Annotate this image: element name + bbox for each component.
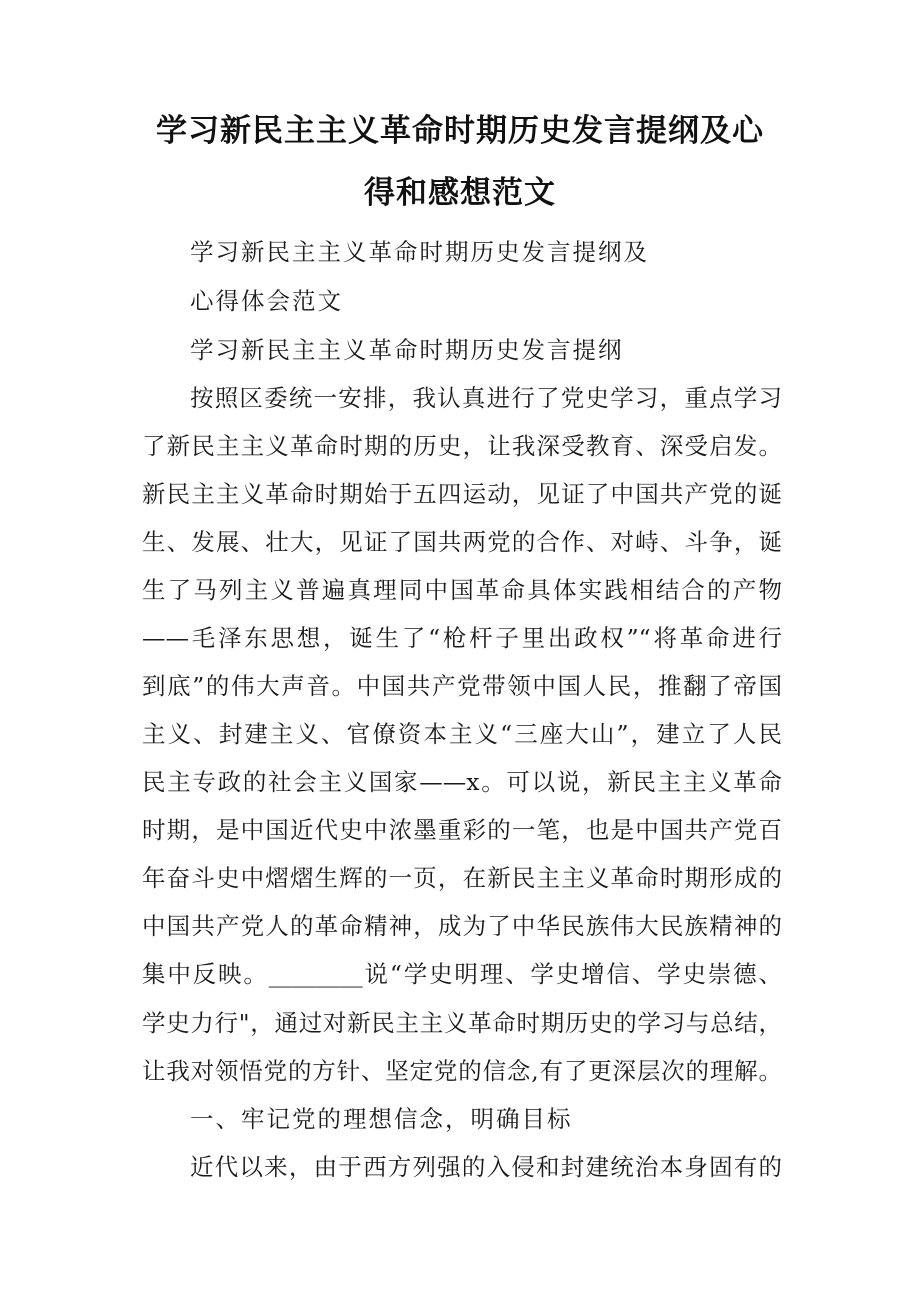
section-heading-1: 一、牢记党的理想信念，明确目标 xyxy=(190,1105,573,1133)
section-heading: 学习新民主主义革命时期历史发言提纲 xyxy=(190,336,624,364)
paragraph-line: 新民主主义革命时期始于五四运动，见证了中国共产党的诞 xyxy=(142,480,782,508)
paragraph-line: 时期，是中国近代史中浓墨重彩的一笔，也是中国共产党百 xyxy=(142,816,782,844)
paragraph-line: 主义、封建主义、官僚资本主义“三座大山”，建立了人民 xyxy=(142,720,782,748)
paragraph-line: 了新民主主义革命时期的历史，让我深受教育、深受启发。 xyxy=(142,432,782,460)
paragraph-line: 学史力行"，通过对新民主主义革命时期历史的学习与总结， xyxy=(142,1009,782,1037)
paragraph-line: 近代以来，由于西方列强的入侵和封建统治本身固有的 xyxy=(190,1153,782,1181)
paragraph-line: 生了马列主义普遍真理同中国革命具体实践相结合的产物 xyxy=(142,576,782,604)
paragraph-line: 让我对领悟党的方针、坚定党的信念,有了更深层次的理解。 xyxy=(142,1057,782,1085)
paragraph-line: 集中反映。________说“学史明理、学史增信、学史崇德、 xyxy=(142,960,782,988)
paragraph-line: 按照区委统一安排，我认真进行了党史学习，重点学习 xyxy=(190,384,782,412)
paragraph-line: 到底”的伟大声音。中国共产党带领中国人民，推翻了帝国 xyxy=(142,672,782,700)
document-title-line-2: 得和感想范文 xyxy=(364,175,556,211)
paragraph-line: 年奋斗史中熠熠生辉的一页，在新民主主义革命时期形成的 xyxy=(142,864,782,892)
document-title-line-1: 学习新民主主义革命时期历史发言提纲及心 xyxy=(156,113,764,149)
subtitle-line-2: 心得体会范文 xyxy=(190,287,343,315)
paragraph-line: 中国共产党人的革命精神，成为了中华民族伟大民族精神的 xyxy=(142,912,782,940)
paragraph-line: 民主专政的社会主义国家——x。可以说，新民主主义革命 xyxy=(142,768,782,796)
paragraph-line: 生、发展、壮大，见证了国共两党的合作、对峙、斗争，诞 xyxy=(142,528,782,556)
paragraph-line: ——毛泽东思想，诞生了“枪杆子里出政权”“将革命进行 xyxy=(142,624,782,652)
subtitle-line-1: 学习新民主主义革命时期历史发言提纲及 xyxy=(190,238,649,266)
